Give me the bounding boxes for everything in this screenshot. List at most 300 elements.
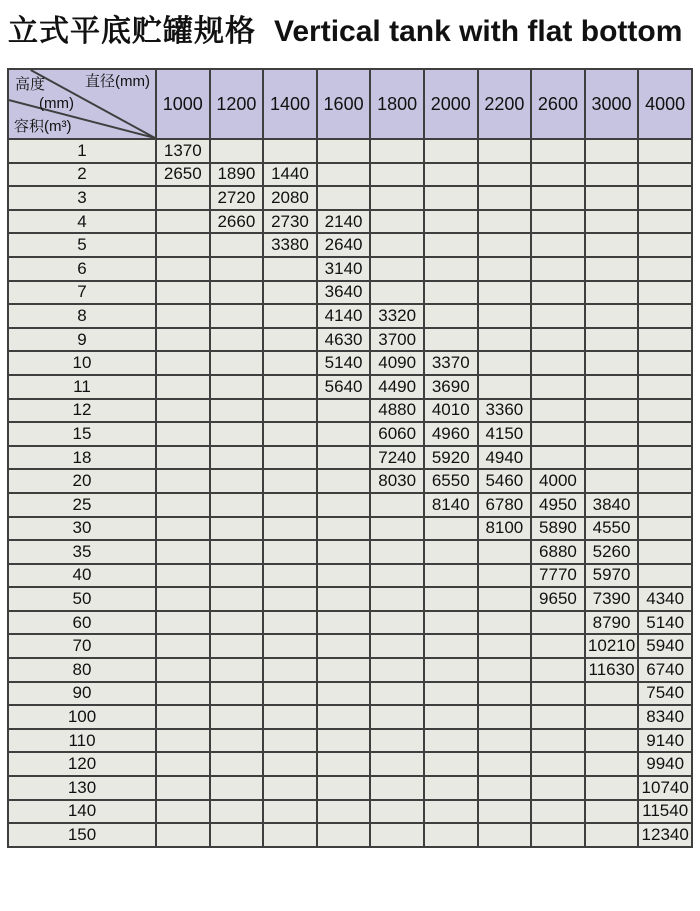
height-value-cell [424,634,478,658]
height-value-cell: 6550 [424,469,478,493]
table-row [8,163,692,187]
height-value-cell [585,800,639,824]
height-value-cell [424,564,478,588]
height-value-cell [478,281,532,305]
height-value-cell: 8790 [585,611,639,635]
height-value-cell [531,800,585,824]
height-value-cell [370,634,424,658]
height-value-cell: 9940 [638,752,692,776]
height-value-cell [210,493,264,517]
height-value-cell [156,493,210,517]
height-value-cell [585,304,639,328]
height-value-cell [370,752,424,776]
height-value-cell [424,776,478,800]
height-value-cell [263,800,317,824]
height-value-cell [424,587,478,611]
height-value-cell [156,375,210,399]
height-value-cell [263,517,317,541]
height-value-cell [263,328,317,352]
height-value-cell [370,776,424,800]
table-row [8,139,692,163]
table-row [8,186,692,210]
height-value-cell [156,399,210,423]
height-value-cell [210,658,264,682]
height-value-cell [531,281,585,305]
height-value-cell [370,682,424,706]
height-value-cell [317,658,371,682]
height-value-cell [478,705,532,729]
table-row [8,469,692,493]
height-value-cell [638,493,692,517]
height-value-cell [156,634,210,658]
height-value-cell [263,611,317,635]
height-value-cell [531,752,585,776]
height-value-cell [585,328,639,352]
height-value-cell: 3840 [585,493,639,517]
volume-row-header: 80 [8,658,156,682]
height-value-cell: 6060 [370,422,424,446]
diameter-col-header: 1000 [156,69,210,139]
height-value-cell [424,682,478,706]
height-value-cell [478,257,532,281]
table-row [8,375,692,399]
height-value-cell: 5890 [531,517,585,541]
height-value-cell [531,351,585,375]
table-row [8,233,692,257]
height-value-cell [585,705,639,729]
height-value-cell: 5460 [478,469,532,493]
height-value-cell: 3360 [478,399,532,423]
height-value-cell: 11540 [638,800,692,824]
volume-row-header: 5 [8,233,156,257]
height-value-cell: 9650 [531,587,585,611]
height-value-cell [317,752,371,776]
volume-row-header: 110 [8,729,156,753]
height-value-cell [210,634,264,658]
height-value-cell: 6880 [531,540,585,564]
height-value-cell: 4490 [370,375,424,399]
height-value-cell: 4630 [317,328,371,352]
table-row [8,328,692,352]
height-value-cell [424,210,478,234]
height-value-cell [531,304,585,328]
height-value-cell [370,705,424,729]
tank-spec-table [7,68,693,848]
height-value-cell [210,446,264,470]
page-title-english: Vertical tank with flat bottom [274,15,683,48]
height-value-cell: 4150 [478,422,532,446]
height-value-cell [585,729,639,753]
height-value-cell [263,493,317,517]
height-value-cell [317,540,371,564]
height-value-cell: 5940 [638,634,692,658]
height-value-cell [210,564,264,588]
height-value-cell: 5920 [424,446,478,470]
height-value-cell [156,823,210,847]
height-value-cell [370,257,424,281]
volume-row-header: 120 [8,752,156,776]
height-value-cell [370,139,424,163]
height-value-cell: 2080 [263,186,317,210]
height-value-cell [638,210,692,234]
height-value-cell: 2140 [317,210,371,234]
height-value-cell: 7770 [531,564,585,588]
height-value-cell: 4960 [424,422,478,446]
height-value-cell [156,752,210,776]
height-value-cell [210,257,264,281]
height-value-cell [478,634,532,658]
height-value-cell [585,233,639,257]
height-value-cell [424,658,478,682]
volume-row-header: 4 [8,210,156,234]
height-value-cell [263,540,317,564]
volume-row-header: 12 [8,399,156,423]
table-row [8,705,692,729]
height-value-cell [478,682,532,706]
height-value-cell [478,540,532,564]
height-value-cell [478,752,532,776]
height-value-cell [531,328,585,352]
height-value-cell [531,422,585,446]
height-value-cell: 8100 [478,517,532,541]
height-value-cell [370,823,424,847]
height-value-cell [424,517,478,541]
height-value-cell [263,375,317,399]
table-row [8,729,692,753]
height-value-cell [156,705,210,729]
table-row [8,823,692,847]
height-value-cell [317,634,371,658]
height-value-cell [210,351,264,375]
height-value-cell [638,304,692,328]
height-value-cell [638,139,692,163]
diameter-col-header: 1800 [370,69,424,139]
height-value-cell [156,257,210,281]
height-value-cell [317,823,371,847]
height-value-cell [531,705,585,729]
height-value-cell [478,304,532,328]
height-value-cell [638,375,692,399]
volume-row-header: 6 [8,257,156,281]
height-value-cell: 5260 [585,540,639,564]
height-value-cell: 8340 [638,705,692,729]
height-value-cell [263,634,317,658]
height-value-cell: 2720 [210,186,264,210]
height-value-cell [156,351,210,375]
height-value-cell [370,493,424,517]
height-value-cell [478,823,532,847]
height-value-cell [370,233,424,257]
height-value-cell [531,210,585,234]
height-value-cell: 5640 [317,375,371,399]
height-value-cell [210,233,264,257]
height-value-cell [370,587,424,611]
height-value-cell [317,564,371,588]
height-value-cell [531,139,585,163]
height-value-cell [585,682,639,706]
height-value-cell [370,564,424,588]
height-value-cell [156,446,210,470]
height-value-cell [263,139,317,163]
height-value-cell [478,233,532,257]
height-value-cell: 10740 [638,776,692,800]
height-value-cell [210,800,264,824]
height-value-cell: 3640 [317,281,371,305]
height-value-cell [424,139,478,163]
height-value-cell [156,469,210,493]
height-value-cell [317,517,371,541]
height-value-cell: 3690 [424,375,478,399]
height-value-cell [531,163,585,187]
height-value-cell: 4880 [370,399,424,423]
height-value-cell [478,328,532,352]
height-value-cell: 7240 [370,446,424,470]
height-value-cell [263,682,317,706]
height-value-cell [210,540,264,564]
height-value-cell [585,399,639,423]
height-value-cell [210,328,264,352]
height-value-cell [317,587,371,611]
height-value-cell [317,422,371,446]
height-value-cell [156,422,210,446]
height-value-cell: 6780 [478,493,532,517]
page-title-chinese: 立式平底贮罐规格 [8,15,256,48]
height-value-cell [370,729,424,753]
corner-diameter-label: 直径(mm) [85,73,150,90]
height-value-cell [478,729,532,753]
table-row [8,776,692,800]
height-value-cell [478,163,532,187]
height-value-cell: 2640 [317,233,371,257]
height-value-cell [585,163,639,187]
height-value-cell [156,682,210,706]
height-value-cell: 7390 [585,587,639,611]
height-value-cell [210,469,264,493]
volume-row-header: 1 [8,139,156,163]
table-row [8,611,692,635]
height-value-cell [263,351,317,375]
height-value-cell [156,564,210,588]
diameter-col-header: 2000 [424,69,478,139]
page-title [8,6,682,50]
height-value-cell [210,611,264,635]
height-value-cell [370,281,424,305]
height-value-cell [638,564,692,588]
height-value-cell [210,705,264,729]
height-value-cell [370,517,424,541]
height-value-cell [424,328,478,352]
table-row [8,564,692,588]
height-value-cell [156,658,210,682]
volume-row-header: 3 [8,186,156,210]
corner-height-unit-label: (mm) [39,95,74,112]
height-value-cell [478,375,532,399]
volume-row-header: 70 [8,634,156,658]
height-value-cell [531,776,585,800]
height-value-cell [585,823,639,847]
volume-row-header: 11 [8,375,156,399]
height-value-cell [210,823,264,847]
height-value-cell [317,800,371,824]
diameter-col-header: 3000 [585,69,639,139]
height-value-cell: 3140 [317,257,371,281]
height-value-cell: 3320 [370,304,424,328]
height-value-cell [317,139,371,163]
height-value-cell [585,375,639,399]
height-value-cell [156,304,210,328]
height-value-cell [531,446,585,470]
table-row [8,257,692,281]
height-value-cell [156,233,210,257]
height-value-cell [210,776,264,800]
height-value-cell [478,186,532,210]
height-value-cell [531,186,585,210]
height-value-cell [531,399,585,423]
height-value-cell [210,752,264,776]
height-value-cell: 11630 [585,658,639,682]
height-value-cell [585,446,639,470]
height-value-cell [263,587,317,611]
height-value-cell [638,233,692,257]
height-value-cell [370,210,424,234]
height-value-cell [156,328,210,352]
volume-row-header: 7 [8,281,156,305]
height-value-cell: 8030 [370,469,424,493]
table-row [8,422,692,446]
height-value-cell [478,139,532,163]
height-value-cell [638,422,692,446]
table-row [8,517,692,541]
height-value-cell [638,163,692,187]
height-value-cell: 4940 [478,446,532,470]
height-value-cell [638,446,692,470]
volume-row-header: 8 [8,304,156,328]
corner-volume-label: 容积(m³) [14,118,72,135]
height-value-cell: 3700 [370,328,424,352]
volume-row-header: 25 [8,493,156,517]
volume-row-header: 18 [8,446,156,470]
height-value-cell [370,658,424,682]
table-row [8,658,692,682]
height-value-cell [478,351,532,375]
height-value-cell: 2660 [210,210,264,234]
height-value-cell [317,469,371,493]
height-value-cell: 12340 [638,823,692,847]
height-value-cell [638,186,692,210]
height-value-cell [424,705,478,729]
height-value-cell [638,351,692,375]
height-value-cell [263,705,317,729]
height-value-cell [263,823,317,847]
height-value-cell [531,375,585,399]
height-value-cell [424,611,478,635]
height-value-cell [424,752,478,776]
corner-cell [8,69,156,139]
volume-row-header: 50 [8,587,156,611]
height-value-cell [585,186,639,210]
height-value-cell [210,399,264,423]
height-value-cell [263,564,317,588]
height-value-cell [156,611,210,635]
height-value-cell [210,682,264,706]
height-value-cell: 1440 [263,163,317,187]
height-value-cell: 4140 [317,304,371,328]
volume-row-header: 60 [8,611,156,635]
volume-row-header: 40 [8,564,156,588]
height-value-cell [317,705,371,729]
height-value-cell [210,422,264,446]
height-value-cell [478,611,532,635]
height-value-cell [370,186,424,210]
height-value-cell: 2730 [263,210,317,234]
height-value-cell [156,776,210,800]
height-value-cell [156,800,210,824]
height-value-cell [424,540,478,564]
height-value-cell [478,210,532,234]
height-value-cell [210,304,264,328]
height-value-cell [263,729,317,753]
height-value-cell [317,446,371,470]
height-value-cell [156,281,210,305]
height-value-cell [585,351,639,375]
height-value-cell [317,611,371,635]
height-value-cell [585,422,639,446]
height-value-cell [156,587,210,611]
height-value-cell [370,800,424,824]
height-value-cell [156,729,210,753]
height-value-cell [585,139,639,163]
height-value-cell [424,304,478,328]
height-value-cell [424,729,478,753]
table-row [8,304,692,328]
height-value-cell [585,257,639,281]
height-value-cell [424,163,478,187]
height-value-cell: 1890 [210,163,264,187]
height-value-cell [638,517,692,541]
height-value-cell [370,611,424,635]
height-value-cell [638,469,692,493]
table-row [8,682,692,706]
table-row [8,446,692,470]
height-value-cell [638,257,692,281]
height-value-cell [317,186,371,210]
height-value-cell [424,257,478,281]
height-value-cell [531,682,585,706]
height-value-cell [263,469,317,493]
height-value-cell: 5140 [638,611,692,635]
volume-row-header: 9 [8,328,156,352]
height-value-cell [317,776,371,800]
volume-row-header: 90 [8,682,156,706]
height-value-cell [210,139,264,163]
height-value-cell [317,729,371,753]
height-value-cell [210,375,264,399]
height-value-cell [210,587,264,611]
volume-row-header: 20 [8,469,156,493]
height-value-cell [638,281,692,305]
height-value-cell [531,658,585,682]
height-value-cell [585,210,639,234]
height-value-cell [531,233,585,257]
height-value-cell: 1370 [156,139,210,163]
height-value-cell [263,658,317,682]
height-value-cell [424,281,478,305]
table-row [8,399,692,423]
diameter-col-header: 1400 [263,69,317,139]
height-value-cell: 4550 [585,517,639,541]
height-value-cell [424,800,478,824]
diameter-col-header: 1600 [317,69,371,139]
